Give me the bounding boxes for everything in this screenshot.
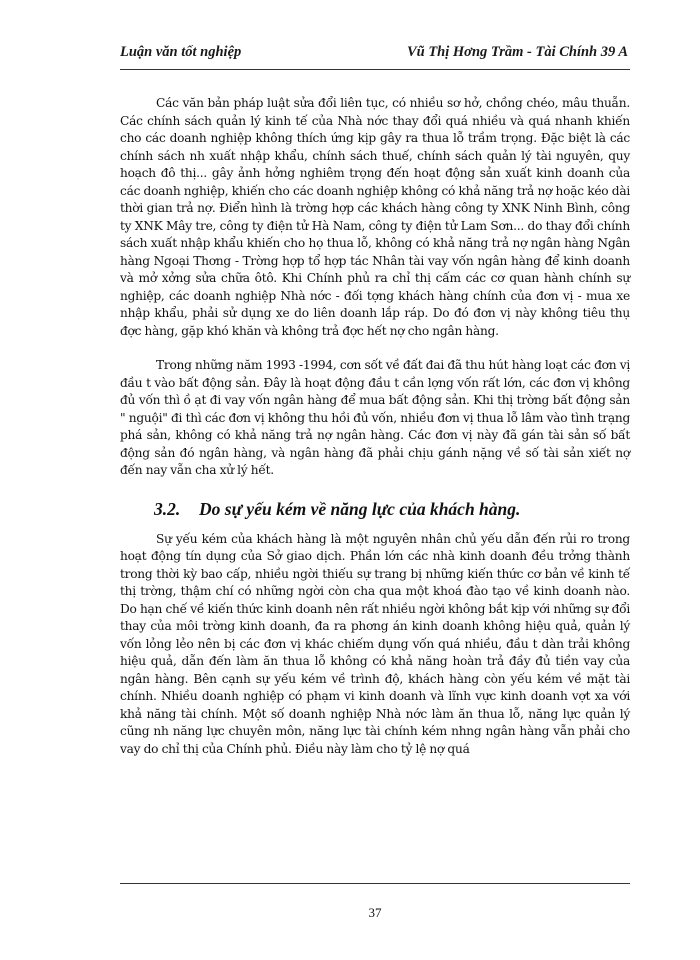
section-number: 3.2. <box>154 498 181 519</box>
paragraph-3: Sự yếu kém của khách hàng là một nguyên nhân chủ yếu dẫn đến rủi ro trong hoạt động tín dụng của Sở giao dịch. Phần lớn các nhà kinh doanh đều trởng thành trong thời kỳ bao cấp, nhiều ngời thiếu sự trang bị những kiến thức cơ bản về kinh tế thị trờng, thậm chí có những ngời còn cha qua một khoá đào tạo về kinh doanh nào. Do hạn chế về kiến thức kinh doanh nên rất nhiều ngời không bắt kịp với những sự đổi thay của môi trờng kinh doanh, đa ra phơng án kinh doanh không hiệu quả, quản lý vốn lỏng lẻo nên bị các đơn vị khác chiếm dụng vốn quá nhiều, đầu t dàn trải không hiệu quả, dẫn đến làm ăn thua lỗ không có khả năng hoàn trả đầy đủ tiền vay của ngân hàng. Bên cạnh sự yếu kém về trình độ, khách hàng còn yếu kém về mặt tài chính. Nhiều doanh nghiệp có phạm vi kinh doanh và lĩnh vực kinh doanh vợt xa với khả năng tài chính. Một số doanh nghiệp Nhà nớc làm ăn thua lỗ, năng lực quản lý cũng nh năng lực chuyên môn, năng lực tài chính kém nhng ngân hàng vẫn phải cho vay do chỉ thị của Chính phủ. Điều này làm cho tỷ lệ nợ quá <box>120 531 630 756</box>
paragraph-1: Các văn bản pháp luật sửa đổi liên tục, có nhiều sơ hở, chồng chéo, mâu thuẫn. Các chính sách quản lý kinh tế của Nhà nớc thay đổi quá nhiều và quá nhanh khiến cho các doanh nghiệp không thích ứng kịp gây ra thua lỗ trầm trọng. Đặc biệt là các chính sách nh xuất nhập khẩu, chính sách thuế, chính sách quản lý tài nguyên, quy hoạch đô thị... gây ảnh hởng nghiêm trọng đến hoạt động sản xuất kinh doanh của các doanh nghiệp, khiến cho các doanh nghiệp không có khả năng trả nợ hoặc kéo dài thời gian trả nợ. Điển hình là trờng hợp các khách hàng công ty XNK Ninh Bình, công ty XNK Mây tre, công ty điện tử Hà Nam, công ty điện tử Lam Sơn... do thay đổi chính sách xuất nhập khẩu khiến cho họ thua lỗ, không có khả năng trả nợ ngân hàng Ngân hàng Ngoại Thơng - Trờng hợp tổ hợp tác Nhân tài vay vốn ngân hàng để kinh doanh và mở xởng sửa chữa ôtô. Khi Chính phủ ra chỉ thị cấm các cơ quan hành chính sự nghiệp, các doanh nghiệp Nhà nớc - đối tợng khách hàng chính của đơn vị - mua xe nhập khẩu, phải sử dụng xe do liên doanh lắp ráp. Do đó đơn vị này không tiêu thụ đợc hàng, gặp khó khăn và không trả đợc hết nợ cho ngân hàng. <box>120 96 630 338</box>
header-divider <box>120 69 630 70</box>
header-left-title: Luận văn tốt nghiệp <box>120 44 242 60</box>
footer-divider <box>120 883 630 884</box>
section-heading <box>120 497 630 521</box>
page-number: 37 <box>368 905 382 920</box>
document-body <box>120 95 630 758</box>
heading-gap <box>120 521 630 531</box>
section-title: Do sự yếu kém về năng lực của khách hàng. <box>199 498 521 519</box>
header-right-author: Vũ Thị Hơng Trầm - Tài Chính 39 A <box>406 44 628 60</box>
paragraph-gap <box>120 340 630 357</box>
paragraph-2: Trong những năm 1993 -1994, cơn sốt về đất đai đã thu hút hàng loạt các đơn vị đầu t vào bất động sản. Đây là hoạt động đầu t cần lợng vốn rất lớn, các đơn vị không đủ vốn thì ồ ạt đi vay vốn ngân hàng để mua bất động sản. Khi thị trờng bất động sản " nguội" đi thì các đơn vị không thu hồi đủ vốn, nhiều đơn vị thua lỗ lâm vào tình trạng phá sản, không có khả năng trả nợ ngân hàng. Các đơn vị này đã gán tài sản số bất động sản đó ngân hàng, và ngân hàng đã phải chịu gánh nặng về số tài sản xiết nợ đến nay vẫn cha xử lý hết. <box>120 358 630 477</box>
paragraph-gap <box>120 480 630 497</box>
running-header <box>120 44 628 66</box>
